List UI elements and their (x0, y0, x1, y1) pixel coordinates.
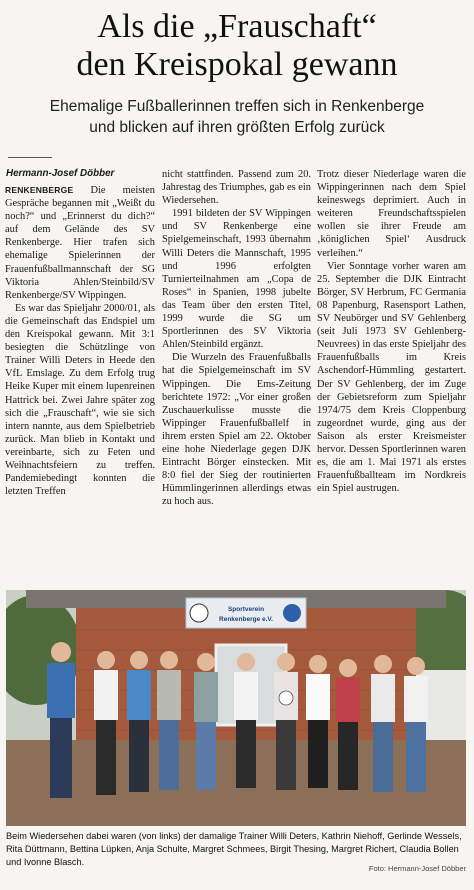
dateline: RENKENBERGE (5, 185, 74, 195)
article-column-3 (317, 168, 466, 495)
headline (0, 8, 474, 84)
paragraph: Die Wurzeln des Frauenfußballs hat die Spielgemeinschaft im SV Wippingen. Die Ems-Zeitung berichtete 1972: „Vor einer großen Zuschauerkulisse musste die Wippinger Frauenfußballelf in ihrem ersten Spiel am 22. Oktober eine hohe Niederlage gegen DJK Eintracht Börger einstecken. Mit 8:0 fiel der Sieg der routinierten Hümmlingerinnen allerdings etwas zu hoch aus. (162, 352, 311, 508)
headline-line-2: den Kreispokal gewann (76, 46, 398, 83)
article-column-2 (162, 168, 311, 508)
subheadline (0, 96, 474, 138)
sign-text-2: Renkenberge e.V. (219, 616, 273, 623)
paragraph: Vier Sonntage vorher waren am 25. September die DJK Eintracht Börger, SV Herbrum, FC Germania 08 Papenburg, Rasensport Lathen, SV Neubörger und SV Gehlenberg (seit Juli 1973 SV Gehlenberg-Neuvrees) in das erste Spieljahr des Frauenfußballs im Kreis Aschendorf-Hümmling gestartert. Der SV Gehlenberg, der im Zuge der Gebietsreform zum Spieljahr 1974/75 dem Kreis Cloppenburg zugeordnet wurde, ging aus der Saison als erster Kreismeister hervor. Dessen Sportlerinnen waren es, die am 1. Mai 1971 als erstes Frauenfußballteam im Nordkreis ein Spiel austrugen. (317, 260, 466, 495)
football-icon (279, 691, 293, 705)
subhead-line-1: Ehemalige Fußballerinnen treffen sich in Renkenberge (49, 98, 425, 115)
paragraph: Trotz dieser Niederlage waren die Wippingerinnen nach dem Spiel keineswegs deprimiert. Auch in weiteren Freundschaftsspielen wollen sie ihrer Freude am ‚königlichen Spiel‘ Ausdruck verleihen.“ (317, 169, 466, 259)
photo-credit: Foto: Hermann-Josef Döbber (368, 864, 466, 873)
author-byline: Hermann-Josef Döbber (6, 168, 115, 179)
subhead-line-2: und blicken auf ihren größten Erfolg zurück (89, 119, 385, 136)
headline-line-1: Als die „Frauschaft“ (97, 8, 377, 45)
article-column-1 (5, 184, 155, 498)
paragraph: nicht stattfinden. Passend zum 20. Jahrestag des Triumphes, gab es ein Wiedersehen. (162, 169, 311, 207)
paragraph: Es war das Spieljahr 2000/01, als die Gemeinschaft das Endspiel um den Kreispokal gewann. Mit 3:1 besiegten die Schützlinge von Trainer Willi Deters in Heede den VfL Emslage. Zu dem Erfolg trug Heike Kuper mit einem lupenreinen Hattrick bei. Zwei Jahre später zog sich die „Frauschaft“, wie sie sich intern nannte, aus dem Spielbetrieb zurück. Man blieb in Kontakt und vereinbarte, sich zu Feten und Weihnachtsfeiern zu treffen. Pandemiebedingt konnten die letzten Treffen (5, 302, 155, 498)
photo-caption: Beim Wiedersehen dabei waren (von links) der damalige Trainer Willi Deters, Kathrin Niehoff, Gerlinde Wessels, Rita Düttmann, Bettina Lüpken, Anja Schulte, Margret Schmees, Birgit Thesing, Margret Richert, Claudia Bollen und Ivonne Blasch. (6, 831, 462, 867)
paragraph: 1991 bildeten der SV Wippingen und SV Renkenberge eine Spielgemeinschaft, 1993 übernahm Willi Deters die Mannschaft, 1995 und 1996 erfolgten Turnierteilnahmen am „Copa de Roses“ in Spanien, 1998 jubelte das Team über den ersten Titel, 1999 wurde die SG um Sportlerinnen des SV Viktoria Ahlen/Steinbild ergänzt. (162, 208, 311, 351)
team-photo (6, 590, 466, 826)
paragraph (5, 184, 155, 302)
team-photo-illustration (6, 590, 466, 826)
paragraph-text: Die meisten Gespräche begannen mit „Weißt du noch?“ und „Erinnerst du dich?“ auf dem Gelände des SV Renkenberge. Hier trafen sich ehemalige Spielerinnen der Frauenfußballmannschaft der SG Viktoria Ahlen/Steinbild/SV Renkenberge/SV Wippingen. (5, 185, 155, 301)
sign-text-1: Sportverein (227, 606, 265, 613)
author-rule (8, 157, 52, 158)
